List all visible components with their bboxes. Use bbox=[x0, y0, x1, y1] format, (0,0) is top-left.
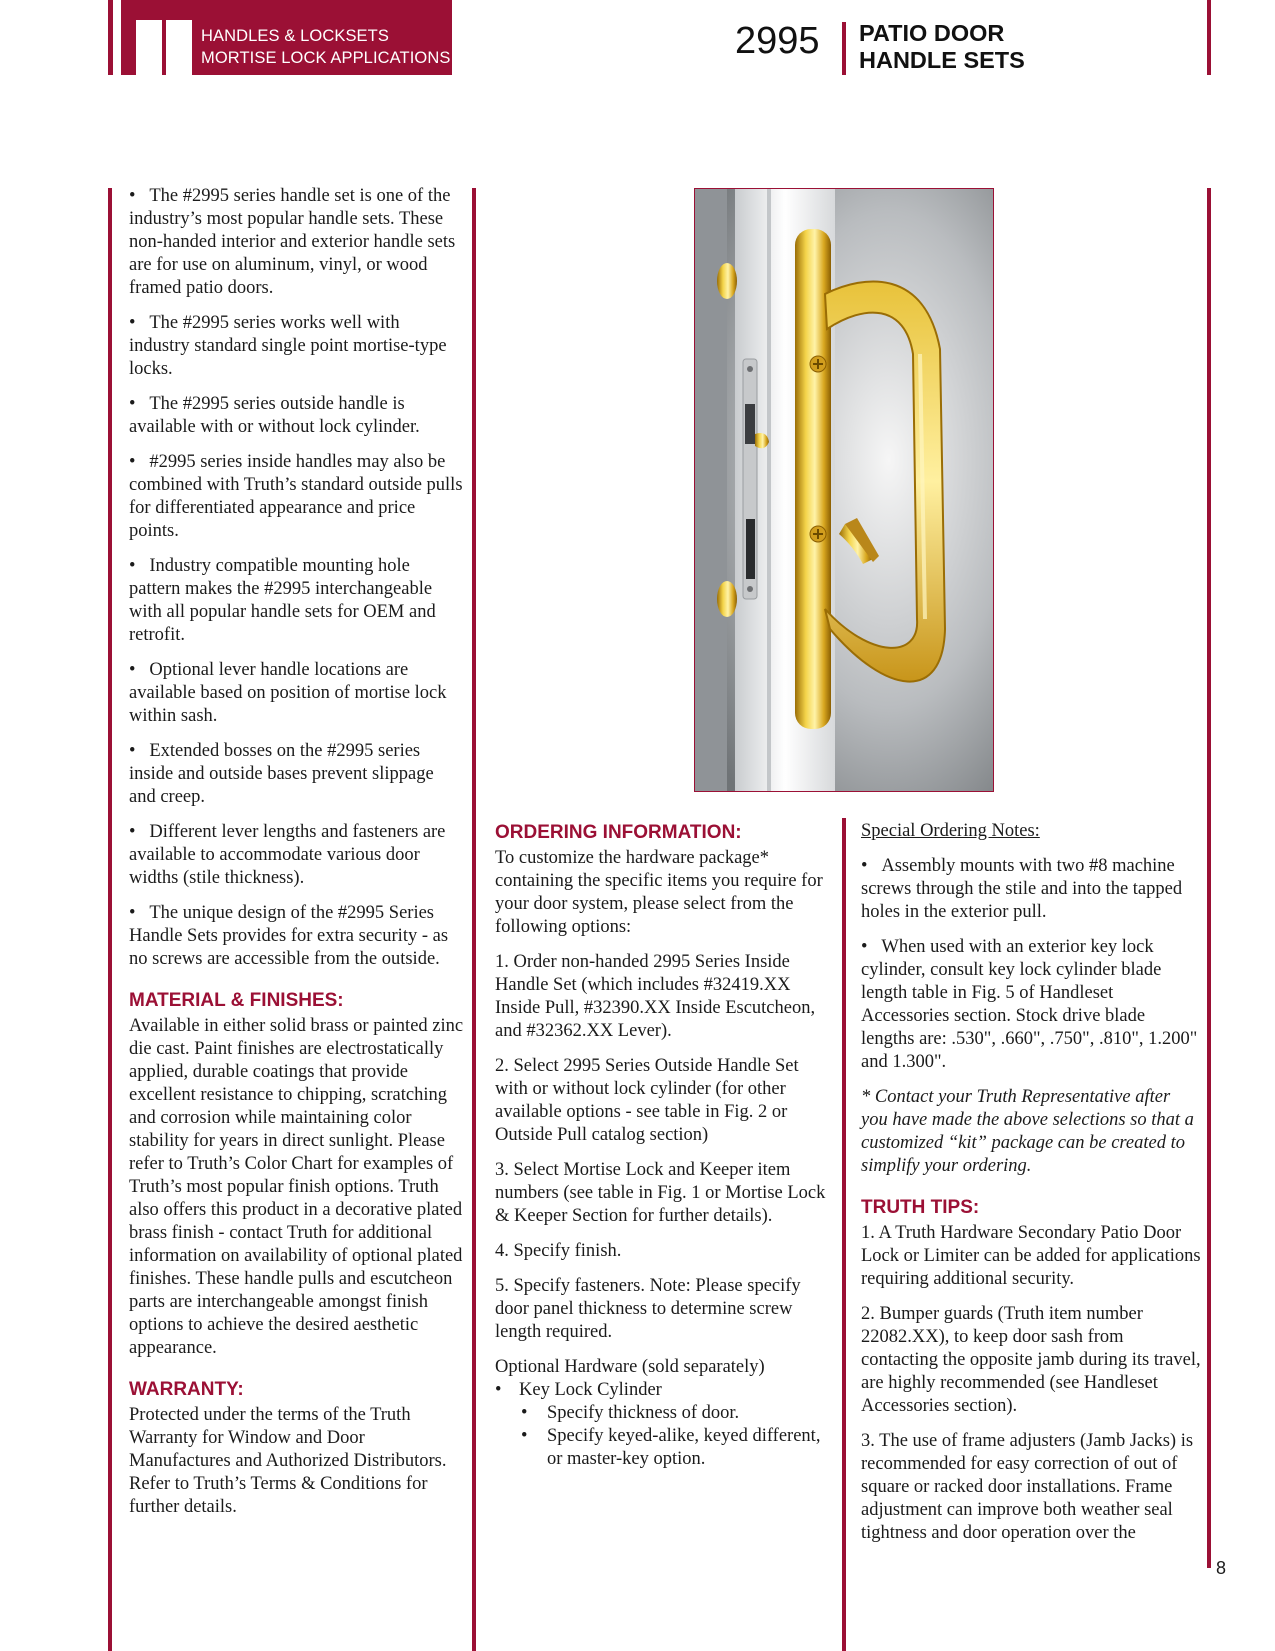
feature-item: • The #2995 series works well with industry standard single point mortise-type locks. bbox=[129, 312, 464, 381]
material-heading: MATERIAL & FINISHES: bbox=[129, 990, 344, 1011]
ordering-step: 3. Select Mortise Lock and Keeper item numbers (see table in Fig. 1 or Mortise Lock & Keeper Section for further details). bbox=[495, 1160, 826, 1226]
optional-item-label: Key Lock Cylinder bbox=[519, 1380, 662, 1400]
header-category-line2: MORTISE LOCK APPLICATIONS bbox=[201, 49, 451, 67]
tip-item: 1. A Truth Hardware Secondary Patio Door Lock or Limiter can be added for applications requiring additional security. bbox=[861, 1223, 1201, 1289]
special-note: • Assembly mounts with two #8 machine screws through the stile and into the tapped holes in the exterior pull. bbox=[861, 855, 1201, 924]
feature-item: • Different lever lengths and fasteners are available to accommodate various door widths (stile thickness). bbox=[129, 821, 464, 890]
ordering-step: 5. Specify fasteners. Note: Please specify door panel thickness to determine screw length required. bbox=[495, 1276, 801, 1342]
feature-item: • Extended bosses on the #2995 series inside and outside bases prevent slippage and creep. bbox=[129, 740, 464, 809]
tip-item: 3. The use of frame adjusters (Jamb Jacks) is recommended for easy correction of out of square or racked door installations. Frame adjustment can improve both weather seal tightness and door operation over the bbox=[861, 1431, 1194, 1543]
warranty-heading: WARRANTY: bbox=[129, 1379, 244, 1400]
truth-logo-bar-right bbox=[166, 20, 192, 75]
column-rule-middle bbox=[472, 188, 476, 1651]
page-number: 8 bbox=[1216, 1558, 1227, 1578]
product-photo bbox=[694, 188, 994, 792]
header-left-rule bbox=[108, 0, 113, 75]
tip-item: 2. Bumper guards (Truth item number 22082.XX), to keep door sash from contacting the opposite jamb during its travel, are highly recommended (see Handleset Accessories section). bbox=[861, 1304, 1201, 1416]
optional-hardware-heading: Optional Hardware (sold separately) bbox=[495, 1357, 765, 1377]
column-rule-far-right bbox=[1207, 188, 1211, 1568]
feature-item: • Industry compatible mounting hole pattern makes the #2995 interchangeable with all popular handle sets for OEM and retrofit. bbox=[129, 555, 464, 647]
feature-item: • Optional lever handle locations are available based on position of mortise lock within sash. bbox=[129, 659, 464, 728]
page-title-line1: PATIO DOOR bbox=[859, 20, 1005, 46]
tips-heading: TRUTH TIPS: bbox=[861, 1197, 980, 1218]
ordering-step: 1. Order non-handed 2995 Series Inside Handle Set (which includes #32419.XX Inside Pull, #32390.XX Inside Escutcheon, and #32362.XX Lever). bbox=[495, 952, 816, 1041]
optional-subitem: • Specify thickness of door. bbox=[547, 1402, 835, 1425]
truth-logo-bar-left bbox=[136, 20, 162, 75]
middle-column bbox=[495, 821, 835, 1471]
page-title-line2: HANDLE SETS bbox=[859, 47, 1025, 73]
feature-item: • The #2995 series outside handle is available with or without lock cylinder. bbox=[129, 393, 464, 439]
warranty-text: Protected under the terms of the Truth Warranty for Window and Door Manufactures and Authorized Distributors. Refer to Truth’s Terms & Conditions for further details. bbox=[129, 1405, 447, 1517]
right-column bbox=[861, 820, 1201, 1557]
model-number: 2995 bbox=[735, 20, 820, 62]
optional-item bbox=[519, 1379, 835, 1471]
feature-item: • The unique design of the #2995 Series Handle Sets provides for extra security - as no screws are accessible from the outside. bbox=[129, 902, 464, 971]
optional-hardware-list bbox=[495, 1379, 835, 1471]
special-note: • When used with an exterior key lock cylinder, consult key lock cylinder blade length table in Fig. 5 of Handleset Accessories section. Stock drive blade lengths are: .530", .660", .750", .810", 1.200" and 1.300". bbox=[861, 936, 1201, 1074]
optional-subitem-list bbox=[519, 1402, 835, 1471]
feature-item: • #2995 series inside handles may also be combined with Truth’s standard outside pulls for differentiated appearance and price points. bbox=[129, 451, 464, 543]
special-notes-footnote: * Contact your Truth Representative after you have made the above selections so that a customized “kit” package can be created to simplify your ordering. bbox=[861, 1087, 1194, 1176]
left-column bbox=[129, 185, 464, 1531]
header-category bbox=[201, 25, 450, 69]
ordering-intro: To customize the hardware package* containing the specific items you require for your door system, please select from the following options: bbox=[495, 848, 823, 937]
column-rule-right bbox=[842, 818, 846, 1651]
optional-subitem: • Specify keyed-alike, keyed different, or master-key option. bbox=[547, 1425, 835, 1471]
feature-item: • The #2995 series handle set is one of the industry’s most popular handle sets. These non-handed interior and exterior handle sets are for use on aluminum, vinyl, or wood framed patio doors. bbox=[129, 185, 464, 300]
page-title bbox=[859, 20, 1025, 74]
special-notes-heading: Special Ordering Notes: bbox=[861, 821, 1040, 841]
header-category-line1: HANDLES & LOCKSETS bbox=[201, 27, 389, 45]
ordering-step: 4. Specify finish. bbox=[495, 1241, 622, 1261]
ordering-step: 2. Select 2995 Series Outside Handle Set with or without lock cylinder (for other available options - see table in Fig. 2 or Outside Pull catalog section) bbox=[495, 1056, 799, 1145]
column-rule-left bbox=[108, 188, 112, 1651]
header-title-divider bbox=[842, 22, 846, 75]
ordering-heading: ORDERING INFORMATION: bbox=[495, 822, 742, 843]
material-text: Available in either solid brass or painted zinc die cast. Paint finishes are electrostatically applied, durable coatings that provide excellent resistance to chipping, scratching and corrosion while maintaining color stability for years in direct sunlight. Please refer to Truth’s Color Chart for examples of Truth’s most popular finish options. Truth also offers this product in a decorative plated brass finish - contact Truth for additional information on availability of optional plated finishes. These handle pulls and escutcheon parts are interchangeable amongst finish options to achieve the desired aesthetic appearance. bbox=[129, 1016, 464, 1358]
header-right-rule bbox=[1207, 0, 1211, 75]
